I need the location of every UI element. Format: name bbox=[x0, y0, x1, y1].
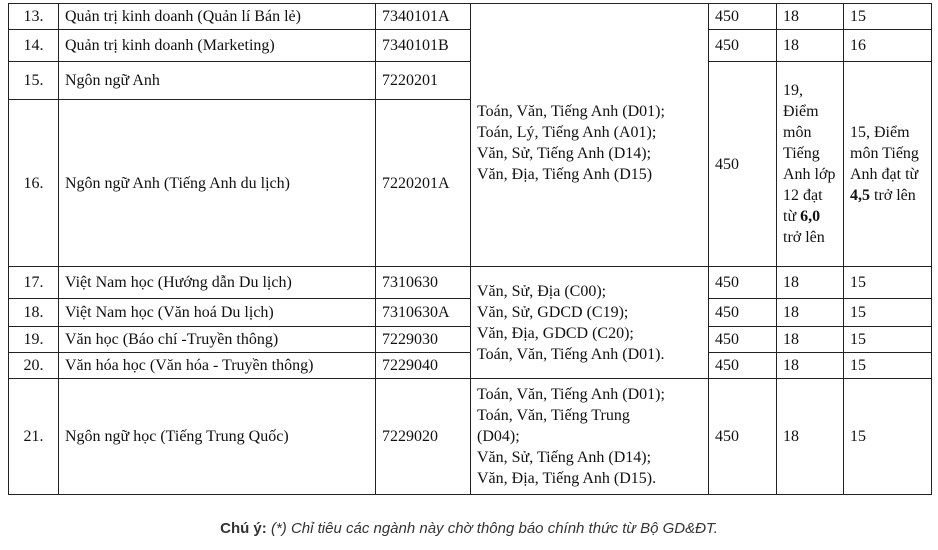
score-1-suffix: trở lên bbox=[783, 229, 825, 246]
table-row bbox=[9, 299, 932, 327]
subject-group-line: Văn, Địa, GDCD (C20); bbox=[477, 324, 634, 342]
quota: 450 bbox=[709, 4, 777, 30]
subject-group-line: Văn, Địa, Tiếng Anh (D15) bbox=[477, 166, 653, 183]
subject-groups-3 bbox=[471, 379, 709, 495]
major-name: Ngôn ngữ học (Tiếng Trung Quốc) bbox=[59, 379, 376, 495]
score-2-threshold: 4,5 bbox=[850, 187, 870, 204]
score-2 bbox=[844, 62, 932, 267]
quota: 450 bbox=[709, 30, 777, 62]
major-code: 7310630 bbox=[376, 267, 471, 299]
major-name: Văn hóa học (Văn hóa - Truyền thông) bbox=[59, 353, 376, 379]
subject-group-line: Văn, Sử, GDCD (C19); bbox=[477, 303, 629, 321]
major-code: 7220201 bbox=[376, 62, 471, 100]
score-2: 15 bbox=[844, 327, 932, 353]
quota: 450 bbox=[709, 299, 777, 327]
score-1: 18 bbox=[777, 30, 844, 62]
table-row bbox=[9, 327, 932, 353]
score-1: 18 bbox=[777, 353, 844, 379]
major-code: 7340101B bbox=[376, 30, 471, 62]
table-row bbox=[9, 379, 932, 495]
row-index: 18. bbox=[9, 299, 59, 327]
subject-group-line: Văn, Sử, Tiếng Anh (D14); bbox=[477, 145, 652, 162]
major-code: 7229040 bbox=[376, 353, 471, 379]
table-row bbox=[9, 30, 932, 62]
footnote bbox=[0, 520, 938, 537]
score-2: 15 bbox=[844, 353, 932, 379]
major-code: 7220201A bbox=[376, 100, 471, 267]
row-index: 20. bbox=[9, 353, 59, 379]
subject-group-line: (D04); bbox=[477, 428, 520, 445]
score-1-threshold: 6,0 bbox=[800, 208, 821, 225]
row-index: 16. bbox=[9, 100, 59, 267]
major-name: Quản trị kinh doanh (Quản lí Bán lẻ) bbox=[59, 4, 376, 30]
score-2-suffix: trở lên bbox=[874, 187, 916, 204]
subject-group-line: Văn, Sử, Tiếng Anh (D14); bbox=[477, 449, 652, 466]
major-name: Việt Nam học (Hướng dẫn Du lịch) bbox=[59, 267, 376, 299]
footnote-text: (*) Chỉ tiêu các ngành này chờ thông báo chính thức từ Bộ GD&ĐT. bbox=[270, 520, 718, 537]
major-code: 7229020 bbox=[376, 379, 471, 495]
major-name: Ngôn ngữ Anh bbox=[59, 62, 376, 100]
table-row bbox=[9, 267, 932, 299]
score-1: 18 bbox=[777, 267, 844, 299]
table-row bbox=[9, 353, 932, 379]
major-code: 7340101A bbox=[376, 4, 471, 30]
row-index: 17. bbox=[9, 267, 59, 299]
score-1-text: 19, Điểm môn Tiếng Anh lớp 12 đạt từ bbox=[783, 82, 836, 225]
score-2: 15 bbox=[844, 267, 932, 299]
score-2: 15 bbox=[844, 299, 932, 327]
subject-group-line: Văn, Địa, Tiếng Anh (D15). bbox=[477, 470, 657, 487]
subject-group-line: Toán, Lý, Tiếng Anh (A01); bbox=[477, 124, 657, 141]
row-index: 13. bbox=[9, 4, 59, 30]
score-2-text: 15, Điểm môn Tiếng Anh đạt từ bbox=[850, 124, 919, 183]
major-code: 7310630A bbox=[376, 299, 471, 327]
major-name: Quản trị kinh doanh (Marketing) bbox=[59, 30, 376, 62]
row-index: 21. bbox=[9, 379, 59, 495]
row-index: 15. bbox=[9, 62, 59, 100]
score-1 bbox=[777, 62, 844, 267]
major-name: Việt Nam học (Văn hoá Du lịch) bbox=[59, 299, 376, 327]
row-index: 19. bbox=[9, 327, 59, 353]
footnote-label: Chú ý: bbox=[220, 520, 267, 537]
admission-table bbox=[8, 3, 932, 495]
score-2: 15 bbox=[844, 379, 932, 495]
subject-groups-1 bbox=[471, 4, 709, 267]
major-name: Văn học (Báo chí -Truyền thông) bbox=[59, 327, 376, 353]
table-row bbox=[9, 4, 932, 30]
subject-group-line: Toán, Văn, Tiếng Anh (D01). bbox=[477, 345, 665, 363]
score-1: 18 bbox=[777, 379, 844, 495]
subject-group-line: Toán, Văn, Tiếng Anh (D01); bbox=[477, 386, 665, 403]
major-name: Ngôn ngữ Anh (Tiếng Anh du lịch) bbox=[59, 100, 376, 267]
major-code: 7229030 bbox=[376, 327, 471, 353]
row-index: 14. bbox=[9, 30, 59, 62]
quota: 450 bbox=[709, 353, 777, 379]
score-1: 18 bbox=[777, 327, 844, 353]
score-1: 18 bbox=[777, 299, 844, 327]
table-row bbox=[9, 62, 932, 100]
admission-table-container bbox=[8, 3, 932, 495]
quota: 450 bbox=[709, 62, 777, 267]
quota: 450 bbox=[709, 267, 777, 299]
quota: 450 bbox=[709, 327, 777, 353]
quota: 450 bbox=[709, 379, 777, 495]
subject-group-line: Văn, Sử, Địa (C00); bbox=[477, 282, 607, 300]
subject-group-line: Toán, Văn, Tiếng Trung bbox=[477, 407, 630, 424]
subject-group-line: Toán, Văn, Tiếng Anh (D01); bbox=[477, 103, 665, 120]
score-2: 15 bbox=[844, 4, 932, 30]
score-2: 16 bbox=[844, 30, 932, 62]
subject-groups-2 bbox=[471, 267, 709, 379]
score-1: 18 bbox=[777, 4, 844, 30]
